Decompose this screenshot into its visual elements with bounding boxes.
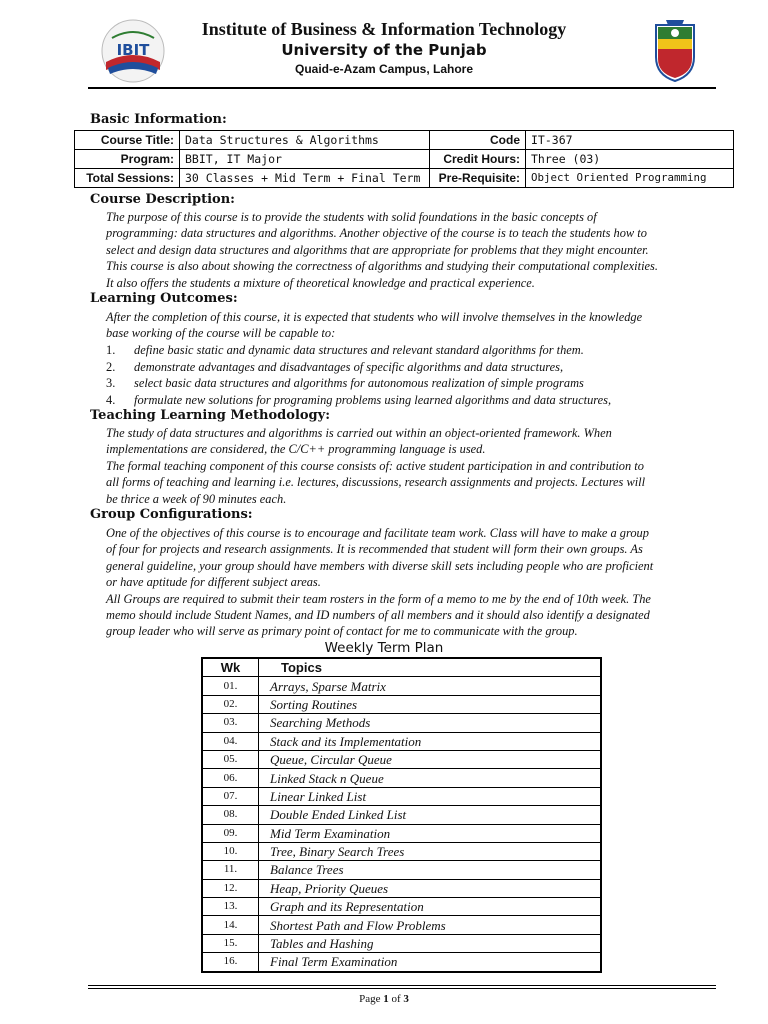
wk-column-header: Wk [202,658,259,677]
learning-outcomes-intro [106,309,716,342]
table-row [202,787,601,805]
text-line: The study of data structures and algorithms is carried out within an object-oriented framework. When [106,426,612,440]
table-row [202,824,601,842]
week-topic: Queue, Circular Queue [259,750,602,768]
page-label: Page [359,993,381,1005]
list-text: select basic data structures and algorithms for autonomous realization of simple programs [134,376,584,390]
group-configurations-heading: Group Configurations: [90,507,253,522]
text-line: base working of the course will be capable to: [106,326,336,341]
week-number: 04. [202,732,259,750]
weekly-plan-table [201,657,602,973]
week-number: 01. [202,677,259,695]
week-number: 10. [202,842,259,860]
week-number: 12. [202,879,259,897]
table-row [202,769,601,787]
table-row [75,131,734,150]
text-line: group leader who will serve as primary point of contact for me to communicate with the group. [106,624,578,639]
current-page: 1 [383,993,389,1005]
pre-requisite-label: Pre-Requisite: [430,169,526,188]
ibit-logo-text: IBIT [116,41,150,59]
text-line: After the completion of this course, it is expected that students who will involve themselves in the knowledge [106,310,643,324]
footer-rule-top [88,985,716,986]
total-sessions-label: Total Sessions: [75,169,180,188]
table-row [75,150,734,169]
basic-info-table [74,130,734,188]
week-number: 09. [202,824,259,842]
institute-name: Institute of Business & Information Technology [201,19,567,39]
list-text: define basic static and dynamic data structures and relevant standard algorithms for them. [134,343,584,357]
week-number: 05. [202,750,259,768]
text-line: One of the objectives of this course is to encourage and facilitate team work. Class will have to make a group [106,526,649,540]
pre-requisite-value: Object Oriented Programming [526,169,734,188]
table-row [202,916,601,934]
university-name: University of the Punjab [281,41,487,59]
text-line: all forms of teaching and learning i.e. lectures, discussions, research assignments and projects. Lectures will [106,475,646,490]
program-value: BBIT, IT Major [180,150,430,169]
text-line: All Groups are required to submit their team rosters in the form of a memo to me by the end of 10th week. The [106,591,651,606]
text-line: memo should include Student Names, and ID numbers of all members and it should also identify a designated [106,608,650,623]
list-item [106,342,716,359]
week-topic: Mid Term Examination [259,824,602,842]
week-number: 14. [202,916,259,934]
text-line: It also offers the students a mixture of theoretical knowledge and practical experience. [106,275,535,290]
text-line: or have aptitude for different subject areas. [106,575,321,590]
week-topic: Linear Linked List [259,787,602,805]
text-line: general guideline, your group should have members with diverse skill sets including people who are proficient [106,558,654,573]
footer-rule-bottom [88,988,716,989]
week-number: 13. [202,898,259,916]
learning-outcomes-heading: Learning Outcomes: [90,291,238,306]
total-pages: 3 [403,993,409,1005]
credit-hours-label: Credit Hours: [430,150,526,169]
text-line: This course is also about showing the correctness of algorithms and studying their computational complexities. [106,259,658,274]
code-value: IT-367 [526,131,734,150]
basic-info-heading: Basic Information: [90,112,227,127]
course-description-heading: Course Description: [90,192,235,207]
program-label: Program: [75,150,180,169]
list-number: 1. [106,343,116,357]
list-item [106,392,716,409]
group-configurations-text [106,525,716,640]
list-number: 4. [106,392,116,407]
list-item [106,359,716,376]
week-topic: Tables and Hashing [259,934,602,952]
course-title-value: Data Structures & Algorithms [180,131,430,150]
credit-hours-value: Three (03) [526,150,734,169]
table-row [75,169,734,188]
week-number: 03. [202,714,259,732]
week-topic: Graph and its Representation [259,898,602,916]
campus-name: Quaid-e-Azam Campus, Lahore [294,62,474,76]
table-row [202,898,601,916]
list-text: demonstrate advantages and disadvantages of specific algorithms and data structures, [134,359,564,374]
week-topic: Balance Trees [259,861,602,879]
weekly-plan-title: Weekly Term Plan [324,640,444,656]
course-title-label: Course Title: [75,131,180,150]
list-number: 3. [106,376,116,390]
table-row [202,806,601,824]
learning-outcomes-list [106,342,716,408]
text-line: select and design data structures and algorithms that are appropriate for problems that they might encounter. [106,242,649,257]
course-description-text [106,209,716,291]
table-row [202,695,601,713]
table-row [202,714,601,732]
week-topic: Arrays, Sparse Matrix [259,677,602,695]
week-number: 02. [202,695,259,713]
table-row [202,842,601,860]
week-number: 15. [202,934,259,952]
list-number: 2. [106,359,116,374]
week-topic: Tree, Binary Search Trees [259,842,602,860]
week-topic: Double Ended Linked List [259,806,602,824]
header-rule [88,87,716,89]
page-number [0,993,768,1005]
list-item [106,375,716,392]
text-line: be thrice a week of 90 minutes each. [106,491,287,506]
of-label: of [391,993,401,1005]
table-row [202,861,601,879]
table-row [202,879,601,897]
teaching-methodology-heading: Teaching Learning Methodology: [90,408,330,423]
table-row [202,953,601,972]
week-topic: Stack and its Implementation [259,732,602,750]
table-row [202,934,601,952]
text-line: of four for projects and research assignments. It is recommended that student will form their own groups. As [106,542,643,557]
list-text: formulate new solutions for programing problems using learned algorithms and data structures, [134,392,612,407]
week-number: 11. [202,861,259,879]
table-row [202,677,601,695]
teaching-methodology-text [106,425,716,507]
week-number: 07. [202,787,259,805]
week-topic: Searching Methods [259,714,602,732]
week-number: 16. [202,953,259,972]
table-header-row [202,658,601,677]
topics-column-header: Topics [259,658,602,677]
week-topic: Final Term Examination [259,953,602,972]
code-label: Code [430,131,526,150]
text-line: programming: data structures and algorithms. Another objective of the course is to teach the students how to [106,226,647,241]
week-topic: Sorting Routines [259,695,602,713]
week-number: 06. [202,769,259,787]
table-row [202,732,601,750]
week-number: 08. [202,806,259,824]
text-line: implementations are considered, the C/C++ programming language is used. [106,442,486,457]
week-topic: Heap, Priority Queues [259,879,602,897]
week-topic: Linked Stack n Queue [259,769,602,787]
week-topic: Shortest Path and Flow Problems [259,916,602,934]
text-line: The formal teaching component of this course consists of: active student participation in and contribution to [106,458,644,473]
table-row [202,750,601,768]
text-line: The purpose of this course is to provide the students with solid foundations in the basic concepts of [106,210,597,224]
total-sessions-value: 30 Classes + Mid Term + Final Term [180,169,430,188]
